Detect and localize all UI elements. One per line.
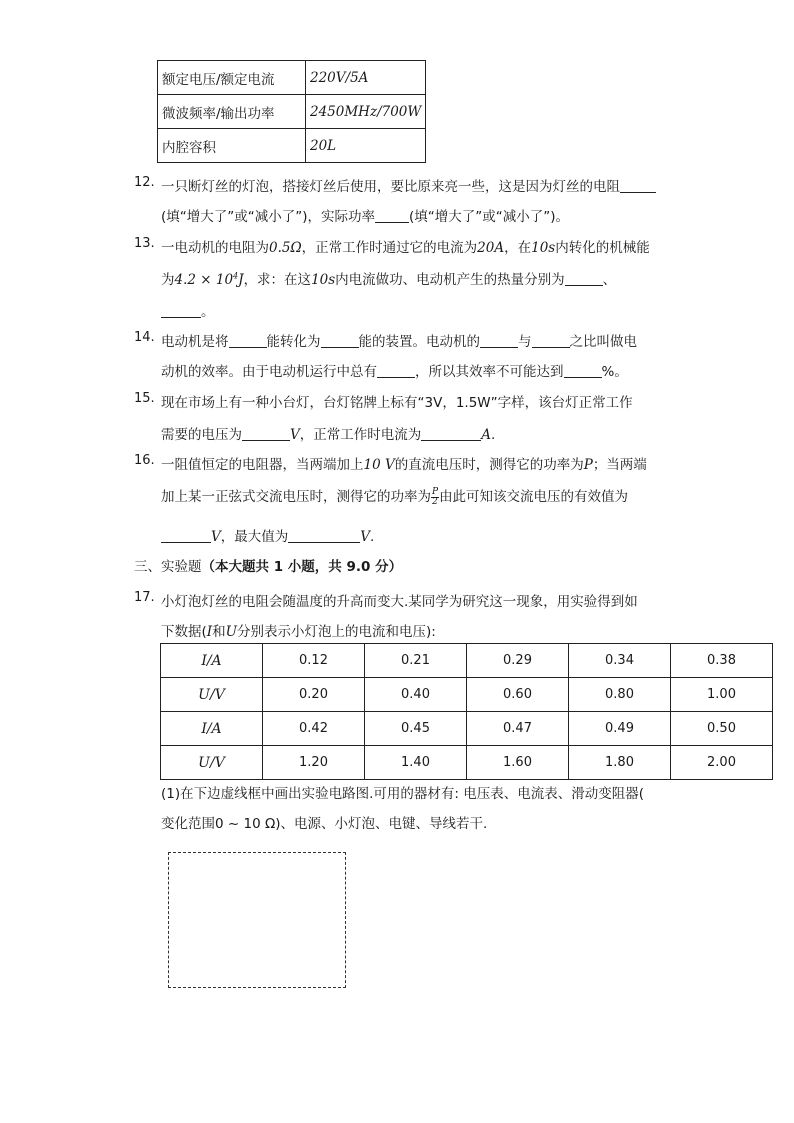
question-text: 加上某一正弦式交流电压时，测得它的功率为 [161, 489, 431, 505]
spec-label: 微波频率/输出功率 [158, 95, 306, 129]
question-text: . [370, 529, 375, 545]
table-cell: 0.80 [569, 678, 671, 712]
energy-unit: J [238, 272, 244, 288]
question-text: 。 [201, 304, 215, 320]
answer-blank[interactable] [375, 208, 409, 223]
answer-blank[interactable] [532, 333, 570, 348]
table-cell: 0.45 [365, 712, 467, 746]
spec-label: 内腔容积 [158, 129, 306, 163]
table-cell: 1.60 [467, 746, 569, 780]
question-text: 与 [518, 334, 532, 350]
fraction-numerator: P [432, 486, 439, 497]
question-text: . [491, 427, 496, 443]
question-text: 由此可知该交流电压的有效值为 [439, 489, 629, 505]
question-text: 现在市场上有一种小台灯，台灯铭牌上标有“3V，1.5W”字样，该台灯正常工作 [161, 395, 633, 411]
table-cell: 1.00 [671, 678, 773, 712]
time-value: 10s [311, 272, 336, 288]
spec-value: 220V/5A [306, 61, 426, 95]
question-text: ，正常工作时电流为 [299, 427, 422, 443]
answer-blank[interactable] [288, 528, 360, 543]
question-line [161, 330, 637, 350]
table-cell: 0.40 [365, 678, 467, 712]
question-text: ，在 [504, 240, 532, 256]
answer-blank[interactable] [377, 363, 415, 378]
table-cell: 1.20 [263, 746, 365, 780]
question-line [161, 360, 628, 380]
spec-value: 2450MHz/700W [306, 95, 426, 129]
circuit-drawing-area[interactable] [168, 852, 346, 988]
table-cell: 2.00 [671, 746, 773, 780]
resistance-value: 0.5Ω [269, 240, 302, 256]
spec-label: 额定电压/额定电流 [158, 61, 306, 95]
row-header: I/A [161, 712, 263, 746]
table-row [161, 644, 773, 678]
answer-blank[interactable] [242, 426, 290, 441]
question-line [161, 525, 374, 545]
table-cell: 0.34 [569, 644, 671, 678]
question-number: 14. [134, 330, 155, 345]
voltage-symbol: U [225, 624, 238, 640]
current-symbol: I [206, 624, 213, 640]
question-line [161, 453, 647, 473]
data-table [160, 643, 773, 780]
row-header: U/V [161, 746, 263, 780]
energy-exponent: 4 [233, 271, 239, 281]
table-cell: 0.42 [263, 712, 365, 746]
question-text: 电动机是将 [161, 334, 229, 350]
unit-symbol: V [360, 529, 370, 545]
energy-value: 4.2 × 10 [174, 272, 234, 288]
question-text: %。 [601, 364, 628, 380]
unit-symbol: V [290, 427, 300, 443]
section-detail: （本大题共 1 小题，共 9.0 分） [201, 559, 403, 575]
question-line [161, 485, 628, 507]
question-text: 小灯泡灯丝的电阻会随温度的升高而变大.某同学为研究这一现象，用实验得到如 [161, 594, 638, 610]
question-line [161, 620, 436, 640]
answer-blank[interactable] [620, 178, 656, 193]
question-line [161, 175, 656, 195]
question-line [161, 782, 644, 802]
table-cell: 0.12 [263, 644, 365, 678]
table-cell: 0.49 [569, 712, 671, 746]
question-text: 之比叫做电 [569, 334, 637, 350]
table-row [161, 746, 773, 780]
question-text: (填“增大了”或“减小了”)，实际功率 [161, 209, 376, 225]
table-cell: 0.38 [671, 644, 773, 678]
question-text: 一只断灯丝的灯泡，搭接灯丝后使用，要比原来亮一些，这是因为灯丝的电阻 [161, 179, 620, 195]
question-text: 能的装置。电动机的 [358, 334, 480, 350]
question-line [161, 812, 487, 832]
section-title: 三、实验题 [134, 559, 202, 575]
table-row [161, 712, 773, 746]
question-number: 17. [134, 590, 155, 605]
row-header: I/A [161, 644, 263, 678]
table-cell: 0.29 [467, 644, 569, 678]
question-text: 内转化的机械能 [555, 240, 650, 256]
question-text: ；当两端 [592, 457, 647, 473]
spec-row [158, 95, 426, 129]
answer-blank[interactable] [421, 426, 481, 441]
question-text: 一电动机的电阻为 [161, 240, 269, 256]
fraction-p-over-2 [431, 488, 439, 507]
answer-blank[interactable] [161, 303, 201, 318]
table-cell: 0.20 [263, 678, 365, 712]
time-value: 10s [531, 240, 556, 256]
question-text: 下数据( [161, 624, 207, 640]
question-text: 为 [161, 272, 175, 288]
question-text: ，所以其效率不可能达到 [415, 364, 564, 380]
answer-blank[interactable] [321, 333, 359, 348]
current-value: 20A [477, 240, 505, 256]
fraction-denominator: 2 [432, 496, 438, 507]
question-text: 变化范围0 ~ 10 Ω)、电源、小灯泡、电键、导线若干. [161, 816, 488, 832]
table-cell: 1.40 [365, 746, 467, 780]
table-cell: 1.80 [569, 746, 671, 780]
question-text: 内电流做功、电动机产生的热量分别为 [335, 272, 565, 288]
question-line [161, 205, 569, 225]
table-row [161, 678, 773, 712]
question-line [161, 236, 650, 256]
spec-value: 20L [306, 129, 426, 163]
section-heading [134, 555, 402, 575]
question-text: (填“增大了”或“减小了”)。 [409, 209, 570, 225]
question-text: ，正常工作时通过它的电流为 [301, 240, 478, 256]
question-number: 16. [134, 453, 155, 468]
answer-blank[interactable] [564, 363, 602, 378]
question-text: 的直流电压时，测得它的功率为 [394, 457, 584, 473]
question-text: 需要的电压为 [161, 427, 242, 443]
question-text: ，最大值为 [220, 529, 289, 545]
question-text: 分别表示小灯泡上的电流和电压): [237, 624, 436, 640]
question-text: 能转化为 [266, 334, 321, 350]
question-text: 一阻值恒定的电阻器，当两端加上 [161, 457, 364, 473]
question-number: 12. [134, 175, 155, 190]
question-line [161, 300, 215, 320]
spec-row [158, 61, 426, 95]
question-text: ，求：在这 [243, 272, 312, 288]
question-text: 动机的效率。由于电动机运行中总有 [161, 364, 377, 380]
question-line [161, 391, 633, 411]
table-cell: 0.21 [365, 644, 467, 678]
answer-blank[interactable] [565, 271, 603, 286]
unit-symbol: V [211, 529, 221, 545]
answer-blank[interactable] [480, 333, 518, 348]
spec-table [157, 60, 426, 163]
question-number: 13. [134, 236, 155, 251]
question-number: 15. [134, 391, 155, 406]
voltage-value: 10 V [363, 457, 395, 473]
question-line [161, 268, 616, 288]
table-cell: 0.50 [671, 712, 773, 746]
question-line [161, 590, 638, 610]
answer-blank[interactable] [161, 528, 211, 543]
row-header: U/V [161, 678, 263, 712]
question-text: 和 [212, 624, 226, 640]
answer-blank[interactable] [229, 333, 267, 348]
table-cell: 0.60 [467, 678, 569, 712]
table-cell: 0.47 [467, 712, 569, 746]
power-symbol: P [583, 457, 593, 473]
question-text: (1)在下边虚线框中画出实验电路图.可用的器材有: 电压表、电流表、滑动变阻器( [161, 786, 645, 802]
question-line [161, 423, 495, 443]
question-text: 、 [602, 272, 617, 288]
unit-symbol: A [481, 427, 491, 443]
spec-row [158, 129, 426, 163]
